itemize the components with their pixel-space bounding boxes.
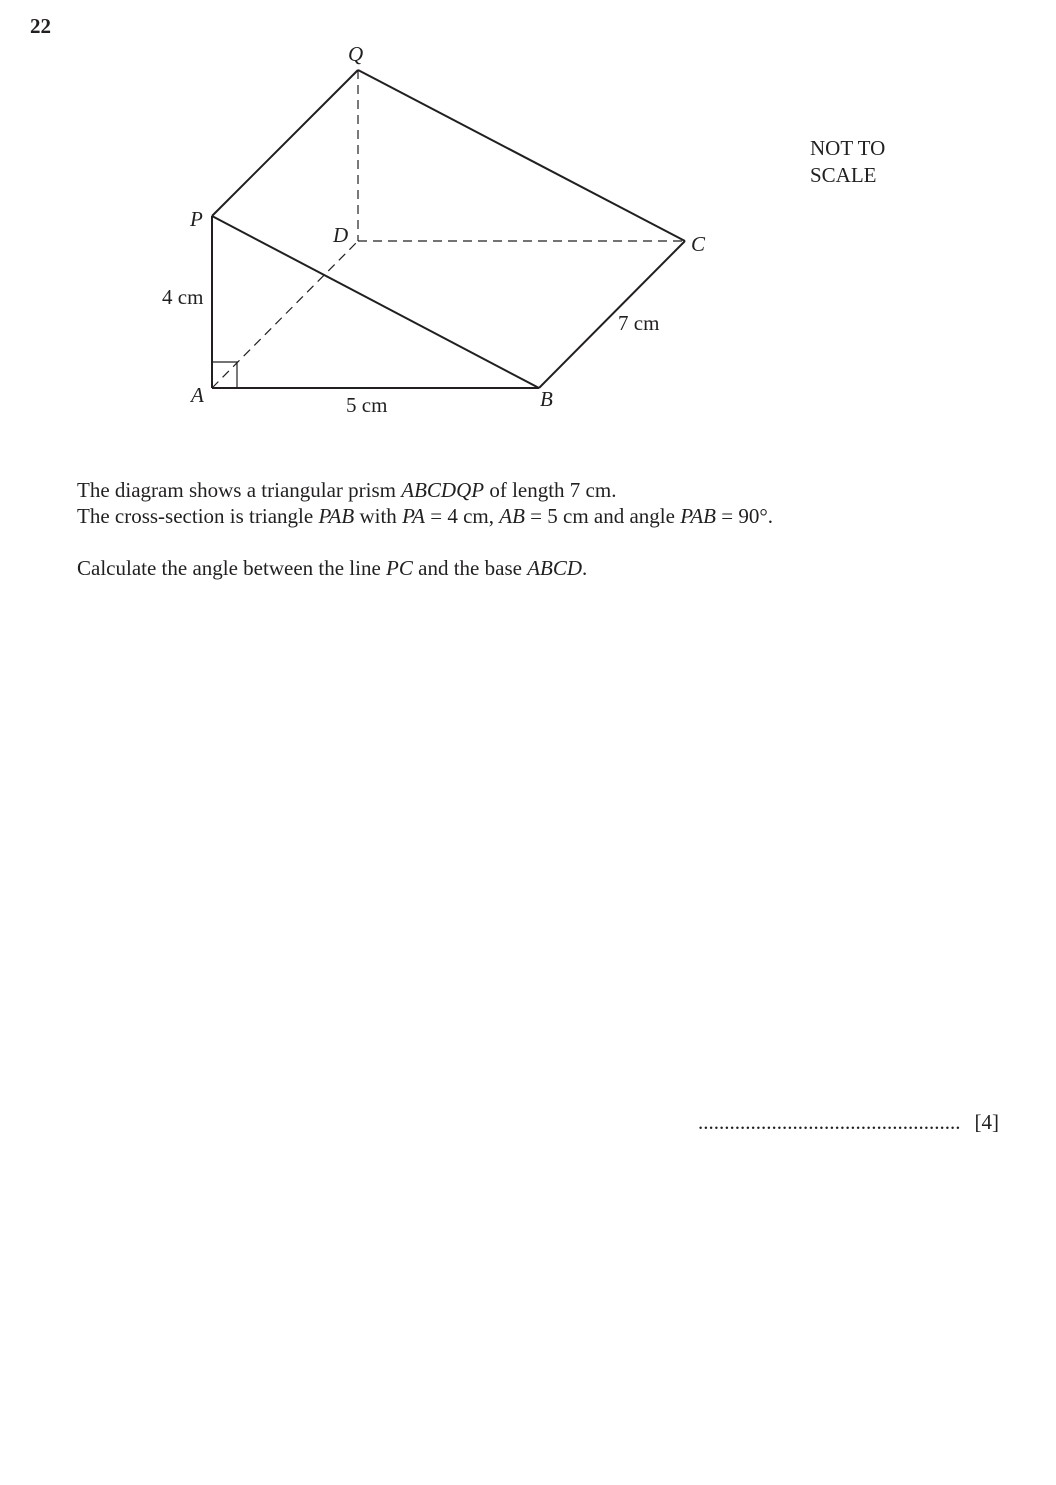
text-run-italic: PAB	[680, 504, 716, 528]
text-run-italic: PA	[402, 504, 426, 528]
answer-dots[interactable]: ..................................................	[698, 1110, 961, 1134]
vertex-label-D: D	[333, 223, 349, 247]
question-line-1	[77, 477, 773, 503]
vertex-label-A: A	[191, 383, 204, 407]
length-label-AB: 5 cm	[346, 393, 388, 417]
text-run: Calculate the angle between the line	[77, 556, 387, 580]
vertex-label-Q: Q	[348, 42, 364, 66]
edge-AD	[212, 241, 358, 388]
length-label-BC: 7 cm	[618, 311, 660, 335]
text-run-italic: ABCDQP	[401, 478, 485, 502]
text-run-italic: ABCD	[527, 556, 583, 580]
text-run: The diagram shows a triangular prism	[77, 478, 402, 502]
marks-label: [4]	[974, 1110, 999, 1134]
vertex-label-P: P	[190, 207, 203, 231]
not-to-scale-line1: NOT TO	[810, 136, 886, 160]
edge-PQ	[212, 70, 358, 216]
edge-QC	[358, 70, 685, 241]
prism-diagram	[0, 0, 1056, 440]
text-run: with	[354, 504, 403, 528]
text-run-italic: AB	[499, 504, 525, 528]
vertex-label-B: B	[540, 387, 553, 411]
text-run: and the base	[412, 556, 528, 580]
not-to-scale-line2: SCALE	[810, 163, 877, 187]
text-run: = 5 cm and angle	[524, 504, 681, 528]
question-line-3	[77, 555, 773, 581]
question-text	[77, 477, 773, 581]
text-run: .	[582, 556, 588, 580]
text-run: The cross-section is triangle	[77, 504, 319, 528]
edge-BC	[539, 241, 685, 388]
not-to-scale-note	[810, 135, 885, 189]
text-run-italic: PAB	[318, 504, 355, 528]
question-number: 22	[30, 14, 51, 38]
answer-line	[698, 1110, 999, 1135]
question-line-2	[77, 503, 773, 529]
paragraph-gap	[77, 529, 773, 555]
vertex-label-C: C	[691, 232, 706, 256]
text-run: = 4 cm,	[425, 504, 500, 528]
edge-PB	[212, 216, 539, 388]
text-run: of length 7 cm.	[484, 478, 617, 502]
text-run: = 90°.	[716, 504, 773, 528]
text-run-italic: PC	[386, 556, 413, 580]
length-label-PA: 4 cm	[162, 285, 204, 309]
